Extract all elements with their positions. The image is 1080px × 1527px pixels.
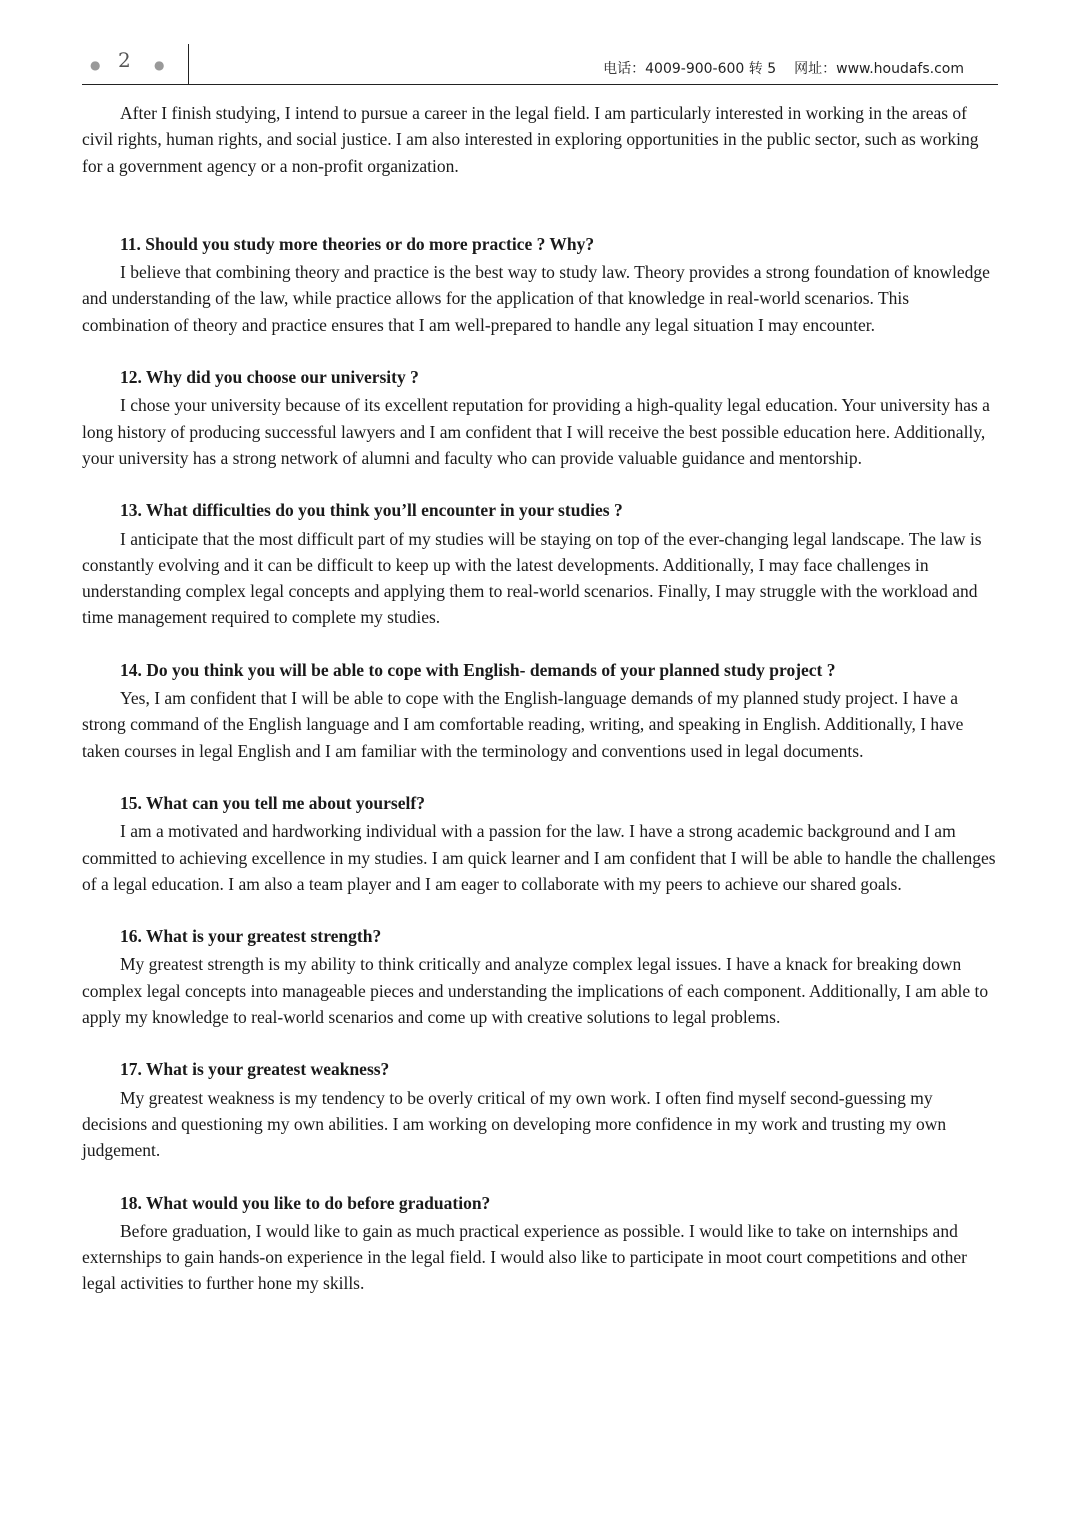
question-heading: 15. What can you tell me about yourself? [120, 792, 425, 813]
answer-paragraph: Yes, I am confident that I will be able to cope with the English-language demands of my planned study project. I have a strong command of the English language and I am comfortable reading, writing, and speaking in English. Additionally, I have taken courses in legal English and I am familiar with the terminology and conventions used in legal documents. [82, 688, 964, 761]
qa-item [82, 1190, 998, 1297]
intro-paragraph: After I finish studying, I intend to pursue a career in the legal field. I am particularly interested in working in the areas of civil rights, human rights, and social justice. I am also interested in exploring opportunities in the public sector, such as working for a government agency or a non-profit organization. [82, 103, 979, 176]
answer-paragraph: Before graduation, I would like to gain as much practical experience as possible. I would like to take on internships and externships to gain hands-on experience in the legal field. I would also like to participate in moot court competitions and other legal activities to further hone my skills. [82, 1220, 967, 1294]
page-header [82, 40, 998, 85]
answer-paragraph: I believe that combining theory and practice is the best way to study law. Theory provides a strong foundation of knowledge and understanding of the law, while practice allows for the application of that knowledge in real-world scenarios. This combination of theory and practice ensures that I am well-prepared to handle any legal situation I may encounter. [82, 262, 990, 335]
question-heading: 17. What is your greatest weakness? [120, 1059, 390, 1080]
document-body [82, 100, 998, 1297]
qa-item [82, 657, 998, 764]
answer-paragraph: I chose your university because of its excellent reputation for providing a high-quality legal education. Your university has a long history of producing successful lawyers and I am confident that I will receive the best possible education here. Additionally, your university has a strong network of alumni and faculty who can provide valuable guidance and mentorship. [82, 395, 990, 468]
question-heading: 16. What is your greatest strength? [120, 926, 382, 947]
qa-item [82, 790, 998, 897]
question-heading: 14. Do you think you will be able to cope with English- demands of your planned study project ? [120, 659, 836, 680]
qa-item [82, 923, 998, 1030]
qa-item [82, 364, 998, 471]
website: 网址：www.houdafs.com [794, 61, 964, 77]
question-heading: 13. What difficulties do you think you’ll encounter in your studies ? [120, 500, 623, 521]
dot-icon: ● [90, 58, 101, 72]
qa-item [82, 497, 998, 630]
question-heading: 18. What would you like to do before graduation? [120, 1192, 491, 1213]
question-heading: 11. Should you study more theories or do more practice ? Why? [120, 233, 595, 254]
phone-number: 电话：4009-900-600 转 5 [603, 61, 777, 77]
qa-item [82, 231, 998, 338]
answer-paragraph: My greatest strength is my ability to think critically and analyze complex legal issues. I have a knack for breaking down complex legal concepts into manageable pieces and understanding the implications of each component. Additionally, I am able to apply my knowledge to real-world scenarios and come up with creative solutions to legal problems. [82, 954, 989, 1028]
qa-item [82, 1056, 998, 1163]
dot-icon: ● [154, 58, 165, 72]
page-number-box [82, 44, 189, 84]
page-number: 2 [118, 48, 131, 72]
contact-info [603, 58, 964, 78]
answer-paragraph: I anticipate that the most difficult part of my studies will be staying on top of the ever-changing legal landscape. The law is constantly evolving and it can be difficult to keep up with the latest developments. Additionally, I may face challenges in understanding complex legal concepts and applying them to real-world scenarios. Finally, I may struggle with the workload and time management required to complete my studies. [82, 528, 982, 628]
answer-paragraph: My greatest weakness is my tendency to be overly critical of my own work. I often find myself second-guessing my decisions and questioning my own abilities. I am working on developing more confidence in my work and trusting my own judgement. [82, 1087, 947, 1161]
answer-paragraph: I am a motivated and hardworking individual with a passion for the law. I have a strong academic background and I am committed to achieving excellence in my studies. I am quick learner and I am confident that I will be able to handle the challenges of a legal education. I am also a team player and I am eager to collaborate with my peers to achieve our shared goals. [82, 821, 996, 894]
question-heading: 12. Why did you choose our university ? [120, 367, 419, 388]
